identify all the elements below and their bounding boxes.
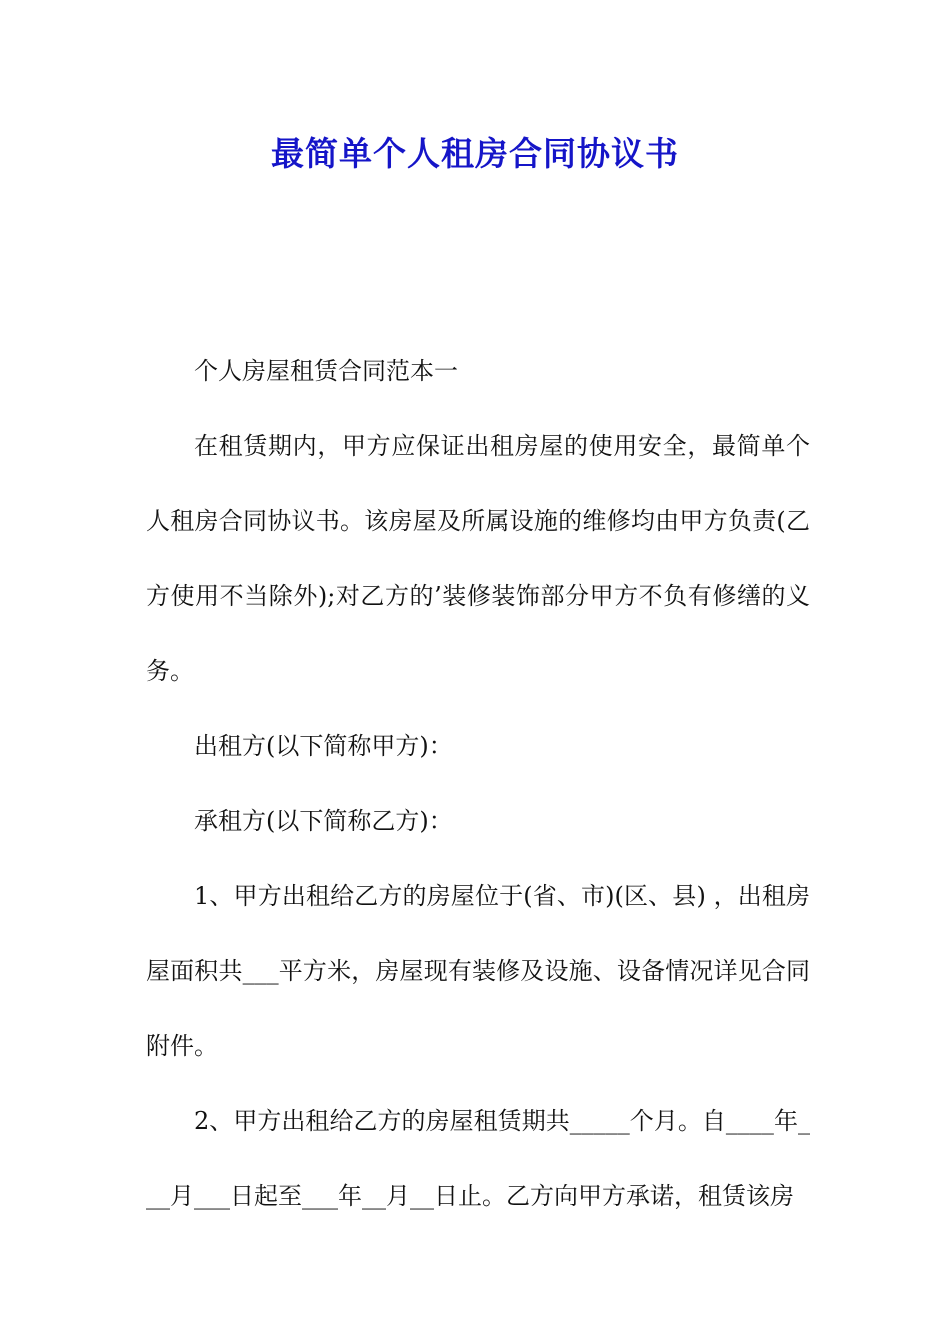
- paragraph-clause-1: 1、甲方出租给乙方的房屋位于(省、市)(区、县) ，出租房屋面积共___平方米，房屋现有装修及设施、设备情况详见合同附件。: [146, 882, 810, 1060]
- paragraph-clause-2: 2、甲方出租给乙方的房屋租赁期共_____个月。自____年___月___日起至___年__月__日止。乙方向甲方承诺，租赁该房: [146, 1107, 810, 1210]
- document-body: [146, 334, 810, 1234]
- paragraph-lessor: 出租方(以下简称甲方)：: [194, 732, 453, 760]
- paragraph-maintenance: 在租赁期内，甲方应保证出租房屋的使用安全，最简单个人租房合同协议书。该房屋及所属设施的维修均由甲方负责(乙方使用不当除外);对乙方的’装修装饰部分甲方不负有修缮的义务。: [146, 432, 810, 685]
- paragraph-lessee: 承租方(以下简称乙方)：: [194, 807, 453, 835]
- paragraph-template-heading: 个人房屋租赁合同范本一: [194, 357, 458, 385]
- document-title: 最简单个人租房合同协议书: [271, 134, 679, 173]
